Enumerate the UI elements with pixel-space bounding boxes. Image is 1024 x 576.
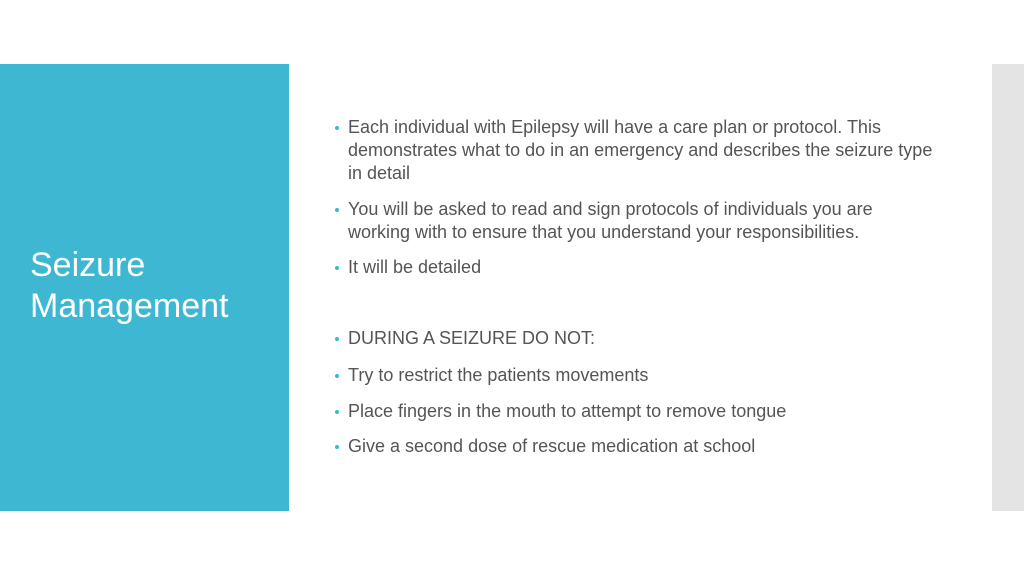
bullet-dot-icon: [335, 208, 339, 212]
bullet-dot-icon: [335, 410, 339, 414]
bullet-dot-icon: [335, 266, 339, 270]
bullet-text: DURING A SEIZURE DO NOT:: [348, 328, 596, 348]
bullet-text: Each individual with Epilepsy will have a care plan or protocol. This demonstrates what to do in an emergency and describes the seizure type in detail: [348, 117, 933, 183]
slide-title: Seizure Management: [30, 246, 229, 325]
bullet-dot-icon: [335, 445, 339, 449]
bullet-dot-icon: [335, 126, 339, 130]
bullet-text: Try to restrict the patients movements: [348, 365, 649, 385]
bullet-dot-icon: [335, 374, 339, 378]
right-side-bar: [992, 64, 1024, 511]
bullet-text: Place fingers in the mouth to attempt to remove tongue: [348, 401, 787, 421]
bullet-text: It will be detailed: [348, 257, 482, 277]
bullet-dot-icon: [335, 337, 339, 341]
bullet-text: You will be asked to read and sign protocols of individuals you are working with to ensure that you understand your responsibilities.: [348, 199, 873, 242]
bullet-text: Give a second dose of rescue medication at school: [348, 436, 756, 456]
